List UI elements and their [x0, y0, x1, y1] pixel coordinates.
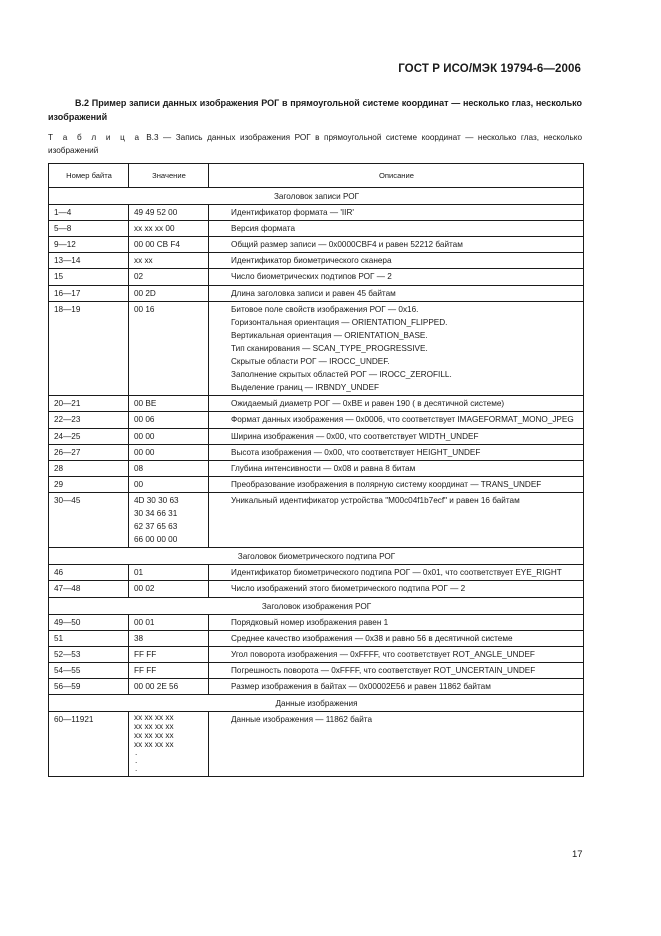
- cell-value: 00 00: [129, 444, 209, 460]
- cell-bytes: 52—53: [49, 646, 129, 662]
- table-row: [49, 581, 584, 597]
- col-header-desc: Описание: [209, 164, 584, 188]
- table-row: [49, 712, 584, 777]
- desc-line: Тип сканирования — SCAN_TYPE_PROGRESSIVE.: [231, 343, 428, 353]
- desc-line: Вертикальная ориентация — ORIENTATION_BASE.: [231, 330, 428, 340]
- cell-bytes: 20—21: [49, 396, 129, 412]
- cell-value: xx xx xx 00: [129, 221, 209, 237]
- cell-value: 00 01: [129, 614, 209, 630]
- section-heading: [48, 96, 582, 124]
- cell-bytes: 22—23: [49, 412, 129, 428]
- desc-line: Скрытые области РОГ — IROCC_UNDEF.: [231, 357, 390, 367]
- cell-bytes: 16—17: [49, 285, 129, 301]
- cell-desc: Формат данных изображения — 0x0006, что соответствует IMAGEFORMAT_MONO_JPEG: [209, 412, 584, 428]
- cell-value: 38: [129, 630, 209, 646]
- cell-value: 01: [129, 565, 209, 581]
- table-row: [49, 301, 584, 396]
- desc-line: Битовое поле свойств изображения РОГ — 0x16.: [231, 304, 419, 314]
- group-image-data: Данные изображения: [49, 695, 584, 712]
- cell-desc: Уникальный идентификатор устройства "M00c04f1b7ecf" и равен 16 байтам: [209, 492, 584, 547]
- group-row: [49, 188, 584, 205]
- cell-desc: Размер изображения в байтах — 0x00002E56 и равен 11862 байтам: [209, 679, 584, 695]
- cell-bytes: 60—11921: [49, 712, 129, 777]
- table-row: [49, 237, 584, 253]
- byte-table: [48, 163, 584, 777]
- cell-bytes: 46: [49, 565, 129, 581]
- cell-value: [129, 712, 209, 777]
- value-line: 66 00 00 00: [134, 535, 178, 545]
- cell-desc: Идентификатор биометрического подтипа РОГ — 0x01, что соответствует EYE_RIGHT: [209, 565, 584, 581]
- cell-bytes: 29: [49, 476, 129, 492]
- cell-bytes: 13—14: [49, 253, 129, 269]
- value-line: .: [135, 756, 138, 766]
- cell-value: 49 49 52 00: [129, 205, 209, 221]
- cell-bytes: 15: [49, 269, 129, 285]
- table-header-row: [49, 164, 584, 188]
- cell-value: 00 00: [129, 428, 209, 444]
- table-row: [49, 630, 584, 646]
- table-row: [49, 476, 584, 492]
- cell-desc: Преобразование изображения в полярную систему координат — TRANS_UNDEF: [209, 476, 584, 492]
- cell-value: 00 06: [129, 412, 209, 428]
- cell-value: 00 00 2E 56: [129, 679, 209, 695]
- col-header-value: Значение: [129, 164, 209, 188]
- value-line: xx xx xx xx: [134, 722, 174, 732]
- table-row: [49, 253, 584, 269]
- group-record-header: Заголовок записи РОГ: [49, 188, 584, 205]
- value-line: 62 37 65 63: [134, 522, 178, 532]
- cell-value: 00 16: [129, 301, 209, 396]
- group-subtype-header: Заголовок биометрического подтипа РОГ: [49, 548, 584, 565]
- group-row: [49, 597, 584, 614]
- group-image-header: Заголовок изображения РОГ: [49, 597, 584, 614]
- table-row: [49, 285, 584, 301]
- desc-line: Заполнение скрытых областей РОГ — IROCC_ZEROFILL.: [231, 370, 452, 380]
- cell-desc: [209, 301, 584, 396]
- table-row: [49, 221, 584, 237]
- cell-value: 00 00 CB F4: [129, 237, 209, 253]
- table-row: [49, 444, 584, 460]
- table-row: [49, 412, 584, 428]
- group-row: [49, 695, 584, 712]
- cell-desc: Порядковый номер изображения равен 1: [209, 614, 584, 630]
- caption-number: В.3: [146, 133, 159, 142]
- table-caption: [48, 131, 582, 157]
- col-header-bytes: Номер байта: [49, 164, 129, 188]
- table-row: [49, 614, 584, 630]
- cell-desc: Среднее качество изображения — 0x38 и равно 56 в десятичной системе: [209, 630, 584, 646]
- table-row: [49, 679, 584, 695]
- cell-bytes: 24—25: [49, 428, 129, 444]
- cell-bytes: 56—59: [49, 679, 129, 695]
- table-row: [49, 662, 584, 678]
- cell-desc: Версия формата: [209, 221, 584, 237]
- cell-bytes: 18—19: [49, 301, 129, 396]
- cell-desc: Общий размер записи — 0x0000CBF4 и равен 52212 байтам: [209, 237, 584, 253]
- cell-desc: Длина заголовка записи и равен 45 байтам: [209, 285, 584, 301]
- cell-desc: Погрешность поворота — 0xFFFF, что соответствует ROT_UNCERTAIN_UNDEF: [209, 662, 584, 678]
- cell-bytes: 26—27: [49, 444, 129, 460]
- page-number: 17: [572, 849, 583, 860]
- cell-value: FF FF: [129, 662, 209, 678]
- cell-desc: Ожидаемый диаметр РОГ — 0xBE и равен 190 ( в десятичной системе): [209, 396, 584, 412]
- value-line: .: [135, 764, 138, 774]
- caption-text: — Запись данных изображения РОГ в прямоугольной системе координат — несколько глаз, несколько изображений: [48, 133, 582, 155]
- cell-desc: Число изображений этого биометрического подтипа РОГ — 2: [209, 581, 584, 597]
- cell-bytes: 49—50: [49, 614, 129, 630]
- cell-value: xx xx: [129, 253, 209, 269]
- cell-desc: Угол поворота изображения — 0xFFFF, что соответствует ROT_ANGLE_UNDEF: [209, 646, 584, 662]
- cell-value: 00 02: [129, 581, 209, 597]
- cell-desc: Число биометрических подтипов РОГ — 2: [209, 269, 584, 285]
- value-line: xx xx xx xx: [134, 713, 174, 723]
- value-line: .: [135, 748, 138, 758]
- cell-value: FF FF: [129, 646, 209, 662]
- cell-bytes: 54—55: [49, 662, 129, 678]
- standard-header: ГОСТ Р ИСО/МЭК 19794-6—2006: [398, 63, 581, 75]
- cell-value: 00 BE: [129, 396, 209, 412]
- cell-value: 08: [129, 460, 209, 476]
- desc-line: Горизонтальная ориентация — ORIENTATION_FLIPPED.: [231, 317, 448, 327]
- table-row: [49, 565, 584, 581]
- cell-value: 00: [129, 476, 209, 492]
- value-line: xx xx xx xx: [134, 731, 174, 741]
- cell-desc: Ширина изображения — 0x00, что соответствует WIDTH_UNDEF: [209, 428, 584, 444]
- cell-bytes: 30—45: [49, 492, 129, 547]
- cell-desc: Идентификатор формата — 'IIR': [209, 205, 584, 221]
- cell-bytes: 1—4: [49, 205, 129, 221]
- table-row: [49, 460, 584, 476]
- table-row: [49, 396, 584, 412]
- value-line: xx xx xx xx: [134, 740, 174, 750]
- cell-bytes: 51: [49, 630, 129, 646]
- cell-value: 00 2D: [129, 285, 209, 301]
- table-row: [49, 269, 584, 285]
- cell-desc: Глубина интенсивности — 0x08 и равна 8 битам: [209, 460, 584, 476]
- cell-value: 02: [129, 269, 209, 285]
- value-line: 30 34 66 31: [134, 508, 178, 518]
- cell-desc: Данные изображения — 11862 байта: [209, 712, 584, 777]
- cell-bytes: 9—12: [49, 237, 129, 253]
- group-row: [49, 548, 584, 565]
- cell-bytes: 5—8: [49, 221, 129, 237]
- table-row: [49, 205, 584, 221]
- table-row: [49, 492, 584, 547]
- cell-bytes: 28: [49, 460, 129, 476]
- desc-line: Выделение границ — IRBNDY_UNDEF: [231, 383, 379, 393]
- section-title: Пример записи данных изображения РОГ в прямоугольной системе координат — несколько глаз, несколько изображений: [48, 98, 582, 122]
- section-number: B.2: [75, 98, 90, 108]
- table-row: [49, 646, 584, 662]
- caption-label: Т а б л и ц а: [48, 133, 142, 142]
- table-row: [49, 428, 584, 444]
- cell-desc: Идентификатор биометрического сканера: [209, 253, 584, 269]
- cell-desc: Высота изображения — 0x00, что соответствует HEIGHT_UNDEF: [209, 444, 584, 460]
- value-line: 4D 30 30 63: [134, 495, 179, 505]
- cell-value: [129, 492, 209, 547]
- cell-bytes: 47—48: [49, 581, 129, 597]
